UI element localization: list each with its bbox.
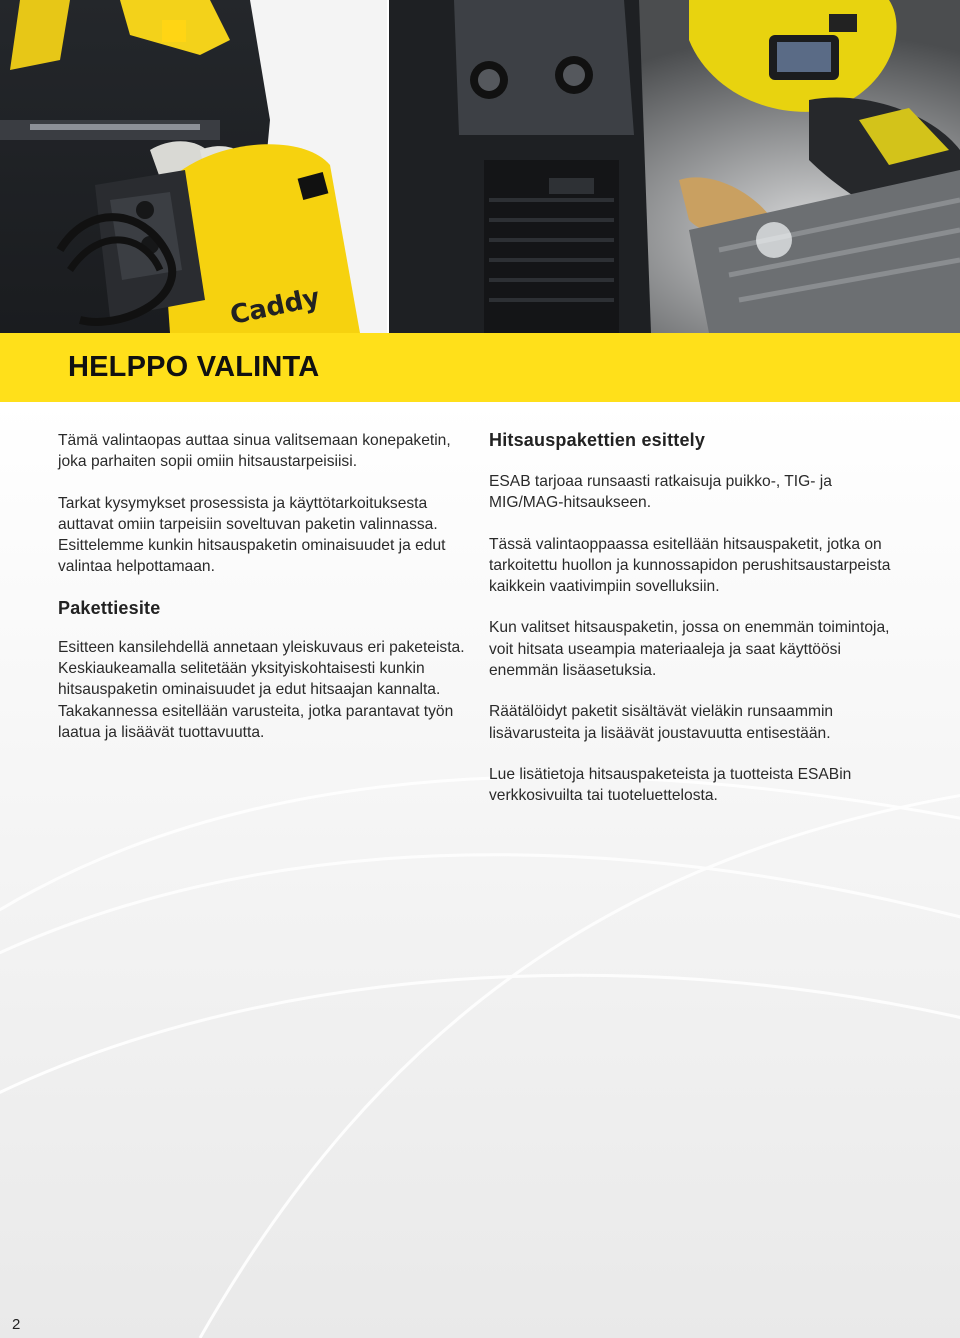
body-paragraph: Kun valitset hitsauspaketin, jossa on enemmän toimintoja, voit hitsata useampia materiaaleja ja saat käyttöösi enemmän lisäasetuksia. <box>489 619 890 680</box>
body-paragraph: Räätälöidyt paketit sisältävät vieläkin runsaammin lisävarusteita ja lisäävät joustavuutta entisestään. <box>489 703 834 742</box>
caddy-product-label: Caddy <box>227 282 323 331</box>
header-photo-strip <box>0 0 960 333</box>
body-paragraph: Esitteen kansilehdellä annetaan yleiskuvaus eri paketeista. Keskiaukeamalla selitetään yksityiskohtaisesti kunkin hitsauspaketin ominaisuudet ja edut hitsaajan kannalta. Takakannessa esitellään varusteita, jotka parantavat työn laatua ja lisäävät tuottavuutta. <box>58 638 465 741</box>
section-heading-hitsauspakettien-esittely: Hitsauspakettien esittely <box>489 430 706 450</box>
left-column <box>58 430 468 763</box>
page-title: HELPPO VALINTA <box>68 351 320 383</box>
welder-with-caddy-photo <box>0 0 387 333</box>
section-heading-pakettiesite: Pakettiesite <box>58 597 161 618</box>
intro-paragraph: Tämä valintaopas auttaa sinua valitsemaan konepaketin, joka parhaiten sopii omiin hitsaustarpeisiisi. <box>58 432 451 471</box>
right-column <box>489 430 909 827</box>
page-number: 2 <box>12 1316 21 1333</box>
welding-machine-photo <box>389 0 960 333</box>
body-paragraph: Tässä valintaoppaassa esitellään hitsauspaketit, jotka on tarkoitettu huollon ja kunnossapidon perushitsaustarpeista kaikkein vaativimpiin sovelluksiin. <box>489 535 891 596</box>
title-banner <box>0 333 960 402</box>
body-paragraph: Lue lisätietoja hitsauspaketeista ja tuotteista ESABin verkkosivuilta tai tuoteluettelosta. <box>489 765 852 805</box>
intro-paragraph: Tarkat kysymykset prosessista ja käyttötarkoituksesta auttavat omiin tarpeisiin soveltuvan paketin valinnassa. Esittelemme kunkin hitsauspaketin ominaisuudet ja edut valintaa helpottamaan. <box>58 494 446 576</box>
body-paragraph: ESAB tarjoaa runsaasti ratkaisuja puikko-, TIG- ja MIG/MAG-hitsaukseen. <box>489 473 832 512</box>
